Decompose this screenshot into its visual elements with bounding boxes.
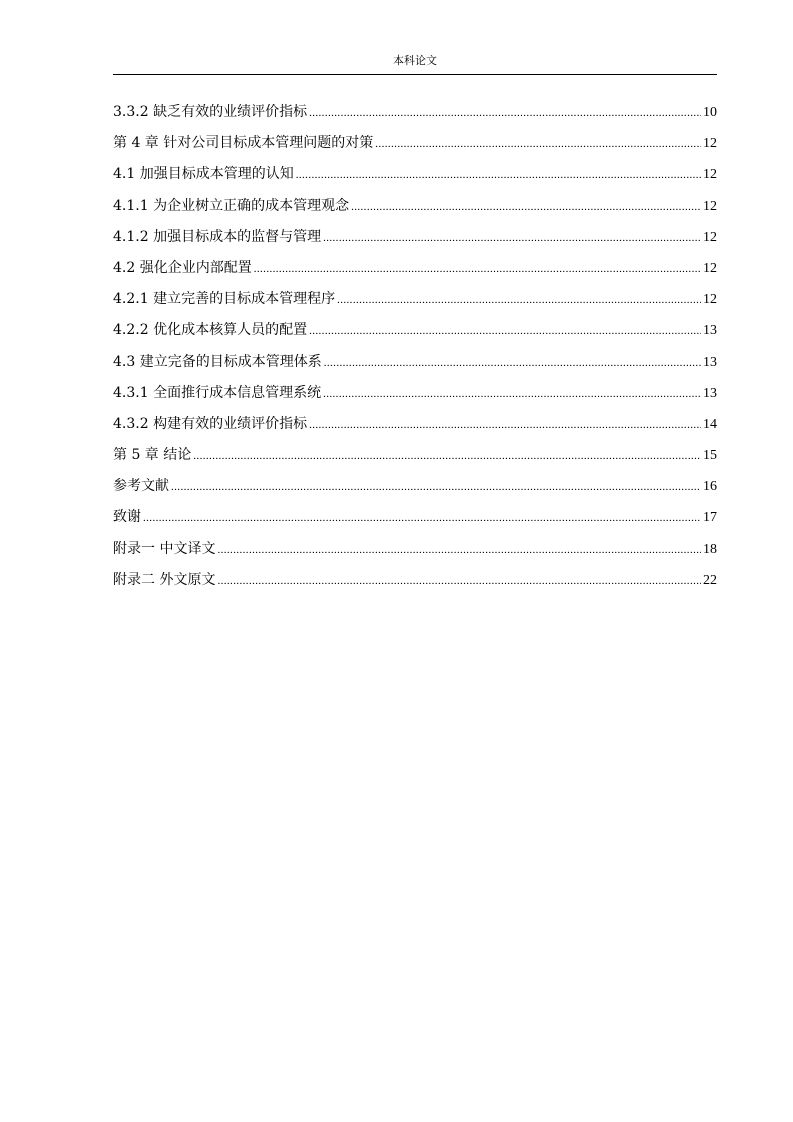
toc-dot-leader	[143, 503, 701, 534]
toc-entry-label: 4.1.2 加强目标成本的监督与管理	[113, 228, 322, 245]
toc-entry[interactable]	[113, 222, 717, 253]
toc-entry-page: 13	[703, 385, 717, 401]
toc-entry[interactable]	[113, 315, 717, 346]
toc-entry[interactable]	[113, 347, 717, 378]
toc-entry[interactable]	[113, 440, 717, 471]
toc-entry-label: 第 5 章 结论	[113, 447, 192, 464]
page-header	[113, 54, 717, 75]
toc-dot-leader	[296, 160, 701, 191]
toc-entry-page: 12	[703, 198, 717, 214]
toc-entry-label: 4.3 建立完备的目标成本管理体系	[113, 353, 322, 370]
toc-entry-label: 参考文献	[113, 478, 169, 495]
toc-entry-label: 第 4 章 针对公司目标成本管理问题的对策	[113, 135, 374, 152]
toc-entry-page: 18	[703, 541, 717, 557]
toc-entry-label: 附录一 中文译文	[113, 540, 216, 557]
toc-entry-page: 12	[703, 229, 717, 245]
toc-entry-label: 4.2 强化企业内部配置	[113, 259, 252, 276]
toc-entry[interactable]	[113, 128, 717, 159]
toc-entry[interactable]	[113, 97, 717, 128]
toc-dot-leader	[217, 566, 701, 597]
toc-entry-label: 4.1 加强目标成本管理的认知	[113, 166, 294, 183]
toc-dot-leader	[375, 129, 701, 160]
toc-entry[interactable]	[113, 191, 717, 222]
toc-entry-label: 致谢	[113, 509, 141, 526]
toc-entry[interactable]	[113, 565, 717, 596]
toc-entry-page: 16	[703, 479, 717, 495]
toc-entry[interactable]	[113, 471, 717, 502]
toc-entry-page: 22	[703, 572, 717, 588]
table-of-contents	[113, 97, 717, 596]
toc-entry-label: 4.2.2 优化成本核算人员的配置	[113, 322, 308, 339]
toc-entry[interactable]	[113, 378, 717, 409]
toc-entry-label: 4.2.1 建立完善的目标成本管理程序	[113, 291, 336, 308]
toc-dot-leader	[217, 535, 701, 566]
toc-entry-page: 12	[703, 136, 717, 152]
toc-entry-page: 17	[703, 510, 717, 526]
toc-entry[interactable]	[113, 253, 717, 284]
toc-entry-page: 10	[703, 105, 717, 120]
toc-entry[interactable]	[113, 159, 717, 190]
toc-entry-label: 4.1.1 为企业树立正确的成本管理观念	[113, 197, 350, 214]
toc-dot-leader	[324, 348, 701, 379]
toc-dot-leader	[351, 192, 701, 223]
toc-entry-page: 12	[703, 260, 717, 276]
toc-dot-leader	[337, 285, 701, 316]
toc-dot-leader	[323, 223, 701, 254]
toc-dot-leader	[323, 379, 701, 410]
header-title: 本科论文	[393, 54, 437, 67]
toc-entry-label: 3.3.2 缺乏有效的业绩评价指标	[113, 104, 308, 120]
toc-entry-page: 12	[703, 167, 717, 183]
toc-entry[interactable]	[113, 502, 717, 533]
toc-dot-leader	[254, 254, 701, 285]
toc-entry-label: 附录二 外文原文	[113, 571, 216, 588]
toc-dot-leader	[171, 472, 701, 503]
toc-entry[interactable]	[113, 284, 717, 315]
toc-entry[interactable]	[113, 409, 717, 440]
toc-entry-page: 14	[703, 416, 717, 432]
toc-entry[interactable]	[113, 534, 717, 565]
toc-entry-page: 13	[703, 354, 717, 370]
toc-entry-page: 12	[703, 292, 717, 308]
toc-dot-leader	[309, 410, 701, 441]
toc-entry-page: 13	[703, 323, 717, 339]
toc-dot-leader	[193, 441, 701, 472]
toc-entry-page: 15	[703, 448, 717, 464]
toc-dot-leader	[309, 316, 701, 347]
toc-dot-leader	[309, 98, 701, 129]
toc-entry-label: 4.3.1 全面推行成本信息管理系统	[113, 384, 322, 401]
toc-entry-label: 4.3.2 构建有效的业绩评价指标	[113, 415, 308, 432]
